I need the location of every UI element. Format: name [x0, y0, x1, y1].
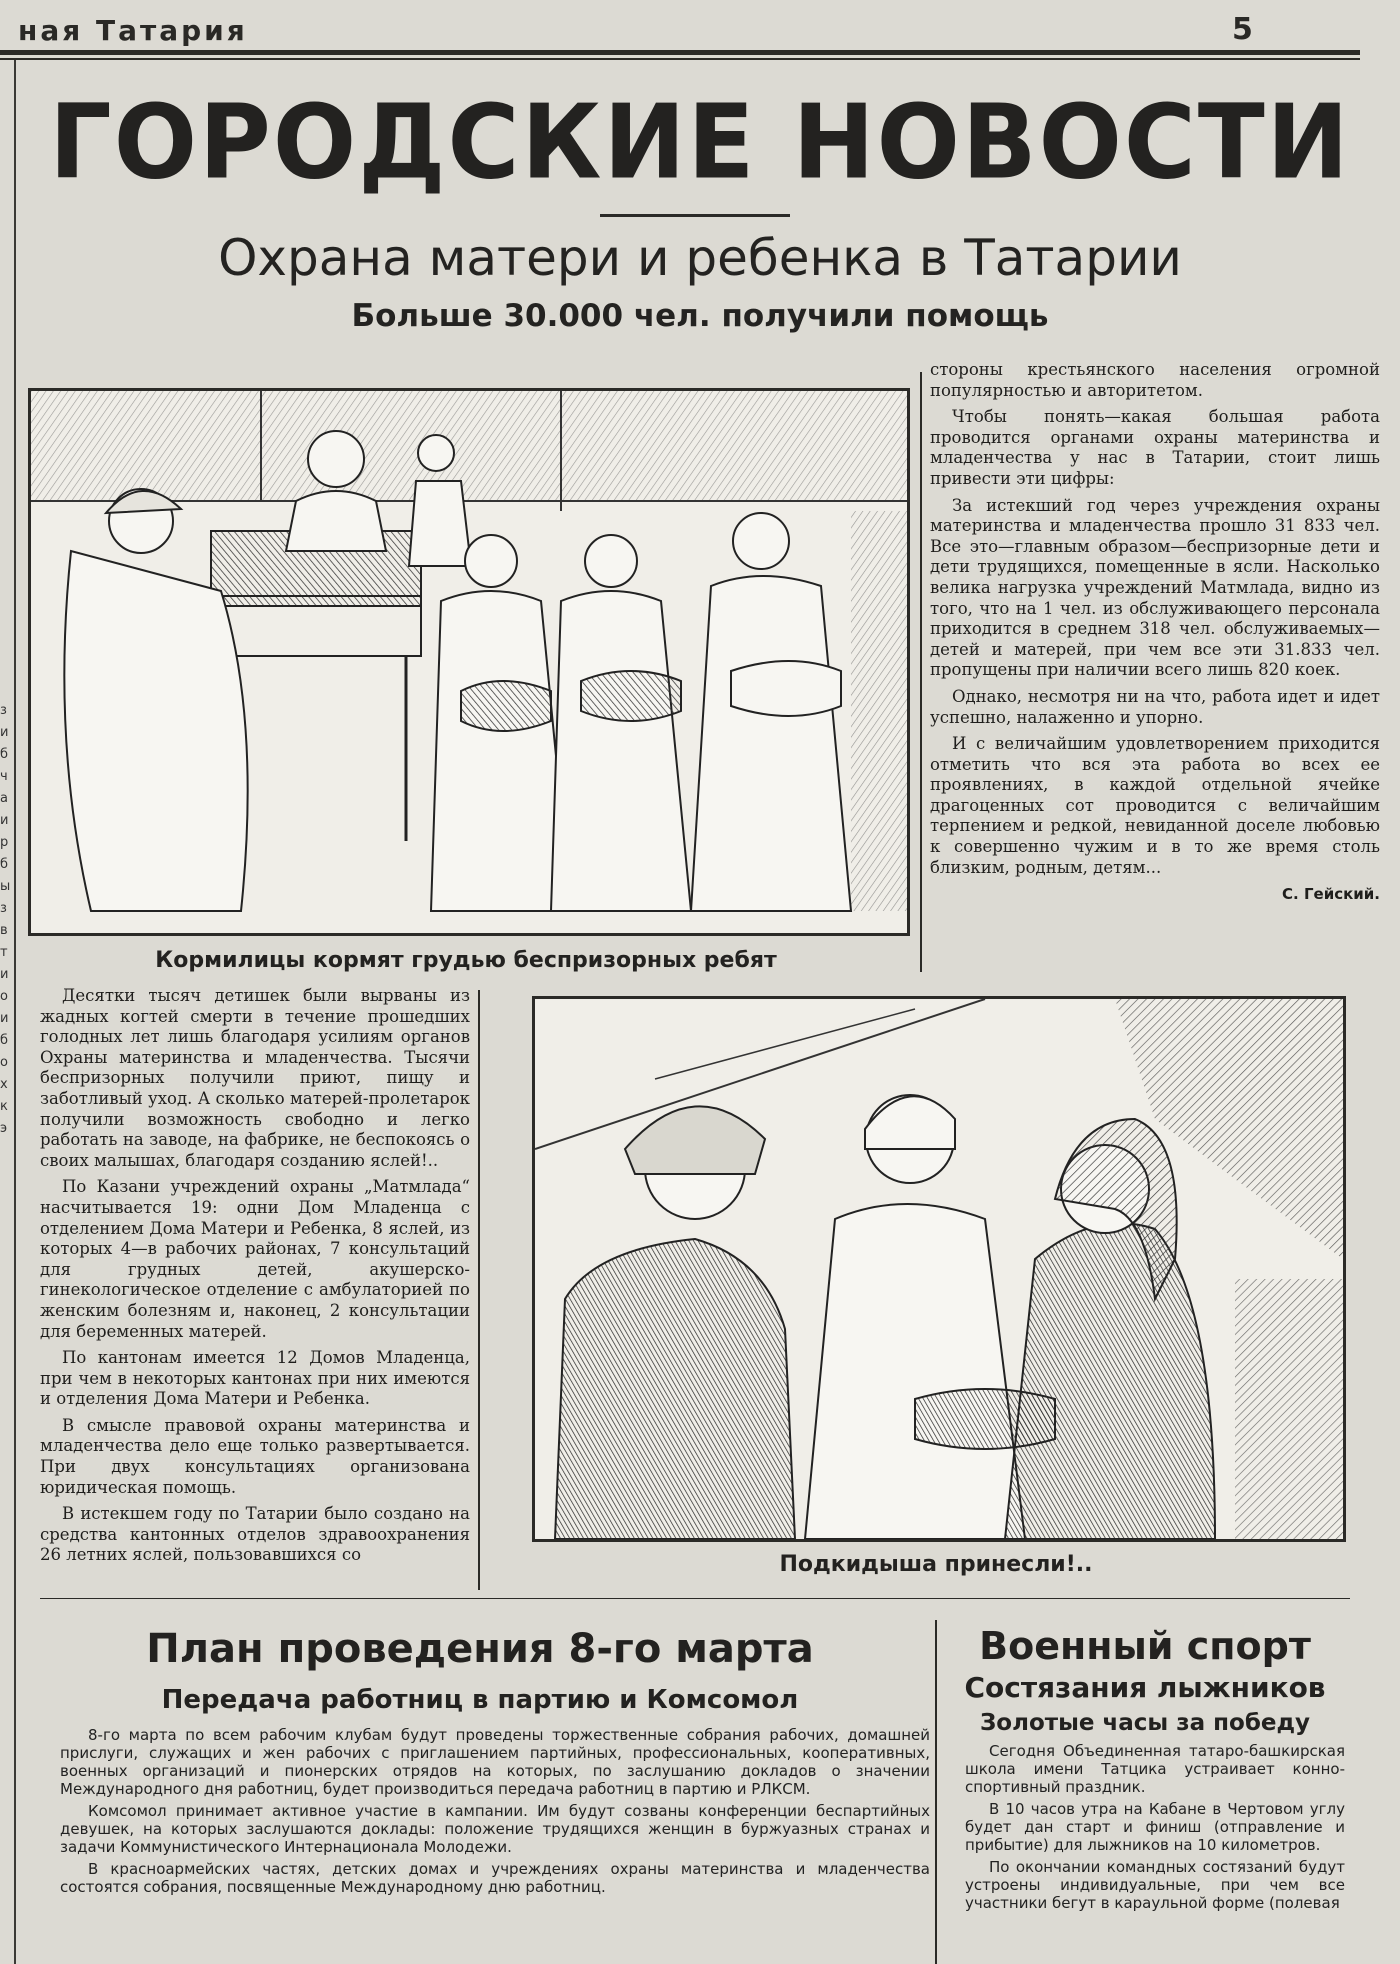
photo-wet-nurses — [28, 388, 910, 936]
masthead-name: ная Татария — [18, 14, 248, 47]
foundling-illustration — [535, 999, 1343, 1539]
column-divider-right — [920, 372, 922, 972]
right-paragraph-4: И с величайшим удовлетворением приходится отметить что вся эта работа во всех ее проявлениях, в каждой отдельной ячейке драгоценных сот проводится с величайшим терпением и редкой, невиданной доселе любовью к совершенно чужим и в то же время столь близким, родным, детям... — [930, 734, 1380, 877]
margin-fragments-text: з и б ч а и р б ы з в т и о и б о х к э — [0, 703, 11, 1136]
left-paragraph-2: По Казани учреждений охраны „Матмлада“ насчитывается 19: одни Дом Младенца с отделением Дома Матери и Ребенка, 8 яслей, из которых 4—в рабочих районах, 7 консультаций для грудных детей, акушерско-гинекологическое отделение с амбулаторией по женским болезням и, наконец, 2 консультации для беременных матерей. — [40, 1177, 470, 1341]
photo-foundling — [532, 996, 1346, 1542]
sport-body — [965, 1742, 1345, 1916]
page-number: 5 — [1232, 12, 1253, 47]
photo2-caption: Подкидыша принесли!.. — [779, 1552, 1093, 1577]
sport-title: Военный спорт — [979, 1624, 1311, 1668]
march8-paragraph-2: Комсомол принимает активное участие в кампании. Им будут созваны конференции беспартийных девушек, на которых заслушаются доклады: положение трудящихся женщин в буржуазных странах и задачи Коммунистического Интернационала Молодежи. — [60, 1802, 930, 1856]
march8-paragraph-1: 8-го марта по всем рабочим клубам будут проведены торжественные собрания рабочих, домашней прислуги, служащих и жен рабочих с приглашением партийных, профессиональных, кооперативных, военных организаций и пионерских отрядов на которых, по заслушанию докладов о значении Международного дня работниц, будет производиться передача работниц в партию и РЛКСМ. — [60, 1726, 930, 1798]
right-paragraph-1: Чтобы понять—какая большая работа проводится органами охраны материнства и младенчества у нас в Татарии, стоит лишь привести эти цифры: — [930, 407, 1380, 488]
top-rule-thin — [0, 58, 1360, 60]
march8-body — [60, 1726, 930, 1900]
lead-article-title: Охрана матери и ребенка в Татарии — [218, 229, 1182, 287]
section-headline: ГОРОДСКИЕ НОВОСТИ — [49, 83, 1351, 203]
left-paragraph-4: В смысле правовой охраны материнства и младенчества дело еще только развертывается. При двух консультациях организована юридическая помощь. — [40, 1415, 470, 1497]
headline-underline — [600, 214, 790, 217]
right-column-continuation: стороны крестьянского населения огромной популярностью и авторитетом. — [930, 360, 1380, 400]
lower-section-rule — [40, 1598, 1350, 1599]
march8-paragraph-3: В красноармейских частях, детских домах и учреждениях охраны материнства и младенчества состоятся собрания, посвященные Международному дню работниц. — [60, 1860, 930, 1896]
sport-subtitle: Состязания лыжников — [964, 1671, 1326, 1704]
left-column-divider — [478, 990, 480, 1590]
sport-paragraph-2: В 10 часов утра на Кабане в Чертовом углу будет дан старт и финиш (отправление и прибытие) для лыжников на 10 километров. — [965, 1800, 1345, 1854]
left-margin-fragments — [0, 700, 12, 1140]
march8-title: План проведения 8-го марта — [146, 1626, 814, 1672]
top-rule — [0, 50, 1360, 55]
lead-article-subtitle: Больше 30.000 чел. получили помощь — [351, 298, 1049, 334]
left-paragraph-1: Десятки тысяч детишек были вырваны из жадных когтей смерти в течение прошедших голодных лет лишь благодаря усилиям органов Охраны материнства и младенчества. Тысячи беспризорных получили приют, пищу и заботливый уход. А сколько матерей-пролетарок получили возможность свободно и легко работать на заводе, на фабрике, не беспокоясь о своих малышах, благодаря созданию яслей!.. — [40, 986, 470, 1170]
sport-subheading: Золотые часы за победу — [979, 1710, 1311, 1736]
lead-left-column — [40, 986, 470, 1572]
lower-column-divider — [935, 1620, 937, 1964]
sport-paragraph-1: Сегодня Объединенная татаро-башкирская школа имени Татцика устраивает конно-спортивный праздник. — [965, 1742, 1345, 1796]
lead-right-column — [930, 360, 1380, 905]
photo1-caption: Кормилицы кормят грудью беспризорных ребят — [155, 948, 777, 973]
right-paragraph-3: Однако, несмотря ни на что, работа идет и идет успешно, налаженно и упорно. — [930, 686, 1380, 727]
sport-paragraph-3: По окончании командных состязаний будут устроены индивидуальные, при чем все участники бегут в караульной форме (полевая — [965, 1858, 1345, 1912]
wet-nurses-illustration — [31, 391, 907, 933]
left-paragraph-3: По кантонам имеется 12 Домов Младенца, при чем в некоторых кантонах при них имеются и отделения Дома Матери и Ребенка. — [40, 1348, 470, 1409]
left-paragraph-5: В истекшем году по Татарии было создано на средства кантонных отделов здравоохранения 26 летних яслей, пользовавшихся со — [40, 1504, 470, 1565]
march8-subtitle: Передача работниц в партию и Комсомол — [161, 1685, 799, 1715]
article-signature: С. Гейский. — [1282, 885, 1380, 904]
right-paragraph-2: За истекший год через учреждения охраны материнства и младенчества прошло 31 833 чел. Все это—главным образом—беспризорные дети и дети трудящихся, помещенные в ясли. Насколько велика нагрузка учреждений Матмлада, видно из того, что на 1 чел. из обслуживающего персонала приходится в среднем 318 чел. обслуживаемых—детей и матерей, при чем все эти 31.833 чел. пропущены при наличии всего лишь 820 коек. — [930, 495, 1380, 680]
